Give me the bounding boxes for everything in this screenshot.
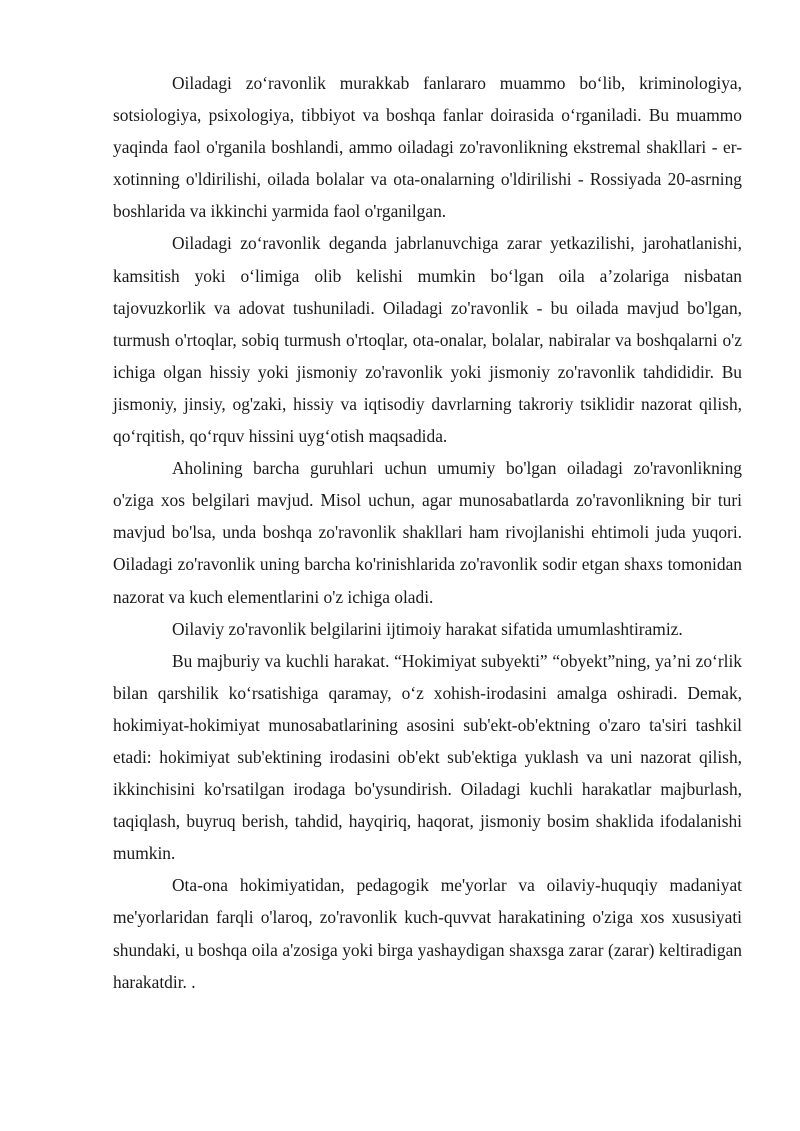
paragraph-4: Oilaviy zo'ravonlik belgilarini ijtimoiy harakat sifatida umumlashtiramiz. [172,618,683,639]
paragraph-5: Bu majburiy va kuchli harakat. “Hokimiyat subyekti” “obyekt”ning, ya’ni zo‘rlik bilan qarshilik ko‘rsatishiga qaramay, o‘z xohish-irodasini amalga oshiradi. Demak, hokimiyat-hokimiyat munosabatlarining asosini sub'ekt-ob'ektning o'zaro ta'siri tashkil etadi: hokimiyat sub'ektining irodasini ob'ekt sub'ektiga yuklash va uni nazorat qilish, ikkinchisini ko'rsatilgan irodaga bo'ysundirish. Oiladagi kuchli harakatlar majburlash, taqiqlash, buyruq berish, tahdid, hayqiriq, haqorat, jismoniy bosim shaklida ifodalanishi mumkin. [113,650,742,864]
document-page [113,67,742,998]
paragraph-2: Oiladagi zo‘ravonlik deganda jabrlanuvchiga zarar yetkazilishi, jarohatlanishi, kamsitish yoki o‘limiga olib kelishi mumkin bo‘lgan oila a’zolariga nisbatan tajovuzkorlik va adovat tushuniladi. Oiladagi zo'ravonlik - bu oilada mavjud bo'lgan, turmush o'rtoqlar, sobiq turmush o'rtoqlar, ota-onalar, bolalar, nabiralar va boshqalarni o'z ichiga olgan hissiy yoki jismoniy zo'ravonlik yoki jismoniy zo'ravonlik tahdididir. Bu jismoniy, jinsiy, og'zaki, hissiy va iqtisodiy davrlarning takroriy tsiklidir nazorat qilish, qo‘rqitish, qo‘rquv hissini uyg‘otish maqsadida. [113,233,742,447]
paragraph-1: Oiladagi zo‘ravonlik murakkab fanlararo muammo bo‘lib, kriminologiya, sotsiologiya, psixologiya, tibbiyot va boshqa fanlar doirasida o‘rganiladi. Bu muammo yaqinda faol o'rganila boshlandi, ammo oiladagi zo'ravonlikning ekstremal shakllari - er-xotinning o'ldirilishi, oilada bolalar va ota-onalarning o'ldirilishi - Rossiyada 20-asrning boshlarida va ikkinchi yarmida faol o'rganilgan. [113,73,742,222]
paragraph-3: Aholining barcha guruhlari uchun umumiy bo'lgan oiladagi zo'ravonlikning o'ziga xos belgilari mavjud. Misol uchun, agar munosabatlarda zo'ravonlikning bir turi mavjud bo'lsa, unda boshqa zo'ravonlik shakllari ham rivojlanishi ehtimoli juda yuqori. Oiladagi zo'ravonlik uning barcha ko'rinishlarida zo'ravonlik sodir etgan shaxs tomonidan nazorat va kuch elementlarini o'z ichiga oladi. [113,458,742,607]
paragraph-6: Ota-ona hokimiyatidan, pedagogik me'yorlar va oilaviy-huquqiy madaniyat me'yorlaridan farqli o'laroq, zo'ravonlik kuch-quvvat harakatining o'ziga xos xususiyati shundaki, u boshqa oila a'zosiga yoki birga yashaydigan shaxsga zarar (zarar) keltiradigan harakatdir. . [113,875,742,992]
